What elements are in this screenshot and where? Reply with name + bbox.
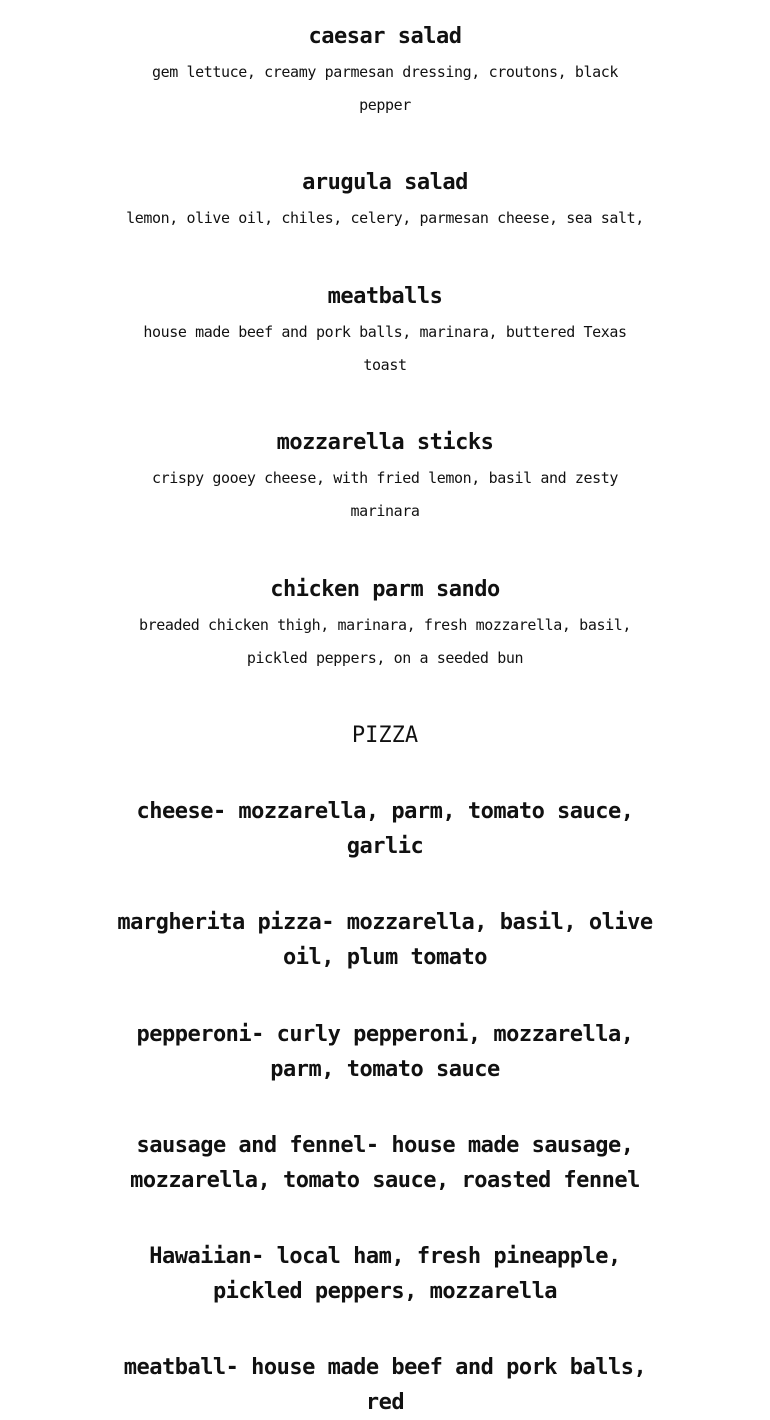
- item-name: chicken parm sando: [270, 577, 500, 602]
- menu-item-arugula-salad: [105, 168, 665, 235]
- pizza-item-hawaiian: Hawaiian- local ham, fresh pineapple, pickled peppers, mozzarella: [149, 1244, 621, 1304]
- item-description: gem lettuce, creamy parmesan dressing, croutons, black pepper: [151, 63, 619, 114]
- menu-item-meatballs: [105, 282, 665, 382]
- menu-item-chicken-parm-sando: [105, 575, 665, 675]
- pizza-item-cheese: cheese- mozzarella, parm, tomato sauce, garlic: [136, 799, 634, 859]
- pizza-item-sausage-and-fennel: sausage and fennel- house made sausage, mozzarella, tomato sauce, roasted fennel: [130, 1133, 640, 1193]
- pizza-item-margherita: margherita pizza- mozzarella, basil, olive oil, plum tomato: [117, 910, 653, 970]
- item-name: mozzarella sticks: [276, 430, 494, 455]
- pizza-item-meatball: meatball- house made beef and pork balls, red: [123, 1355, 647, 1415]
- item-description: house made beef and pork balls, marinara, buttered Texas toast: [143, 323, 627, 374]
- item-name: arugula salad: [302, 170, 468, 195]
- item-description: lemon, olive oil, chiles, celery, parmesan cheese, sea salt,: [126, 209, 644, 227]
- item-name: caesar salad: [308, 24, 462, 49]
- section-title: PIZZA: [351, 723, 419, 748]
- item-name: meatballs: [327, 284, 443, 309]
- menu-item-mozzarella-sticks: [105, 428, 665, 528]
- pizza-item-pepperoni: pepperoni- curly pepperoni, mozzarella, parm, tomato sauce: [136, 1022, 634, 1082]
- menu-item-caesar-salad: [105, 22, 665, 122]
- item-description: breaded chicken thigh, marinara, fresh mozzarella, basil, pickled peppers, on a seeded bun: [139, 616, 631, 667]
- item-description: crispy gooey cheese, with fried lemon, basil and zesty marinara: [151, 469, 619, 520]
